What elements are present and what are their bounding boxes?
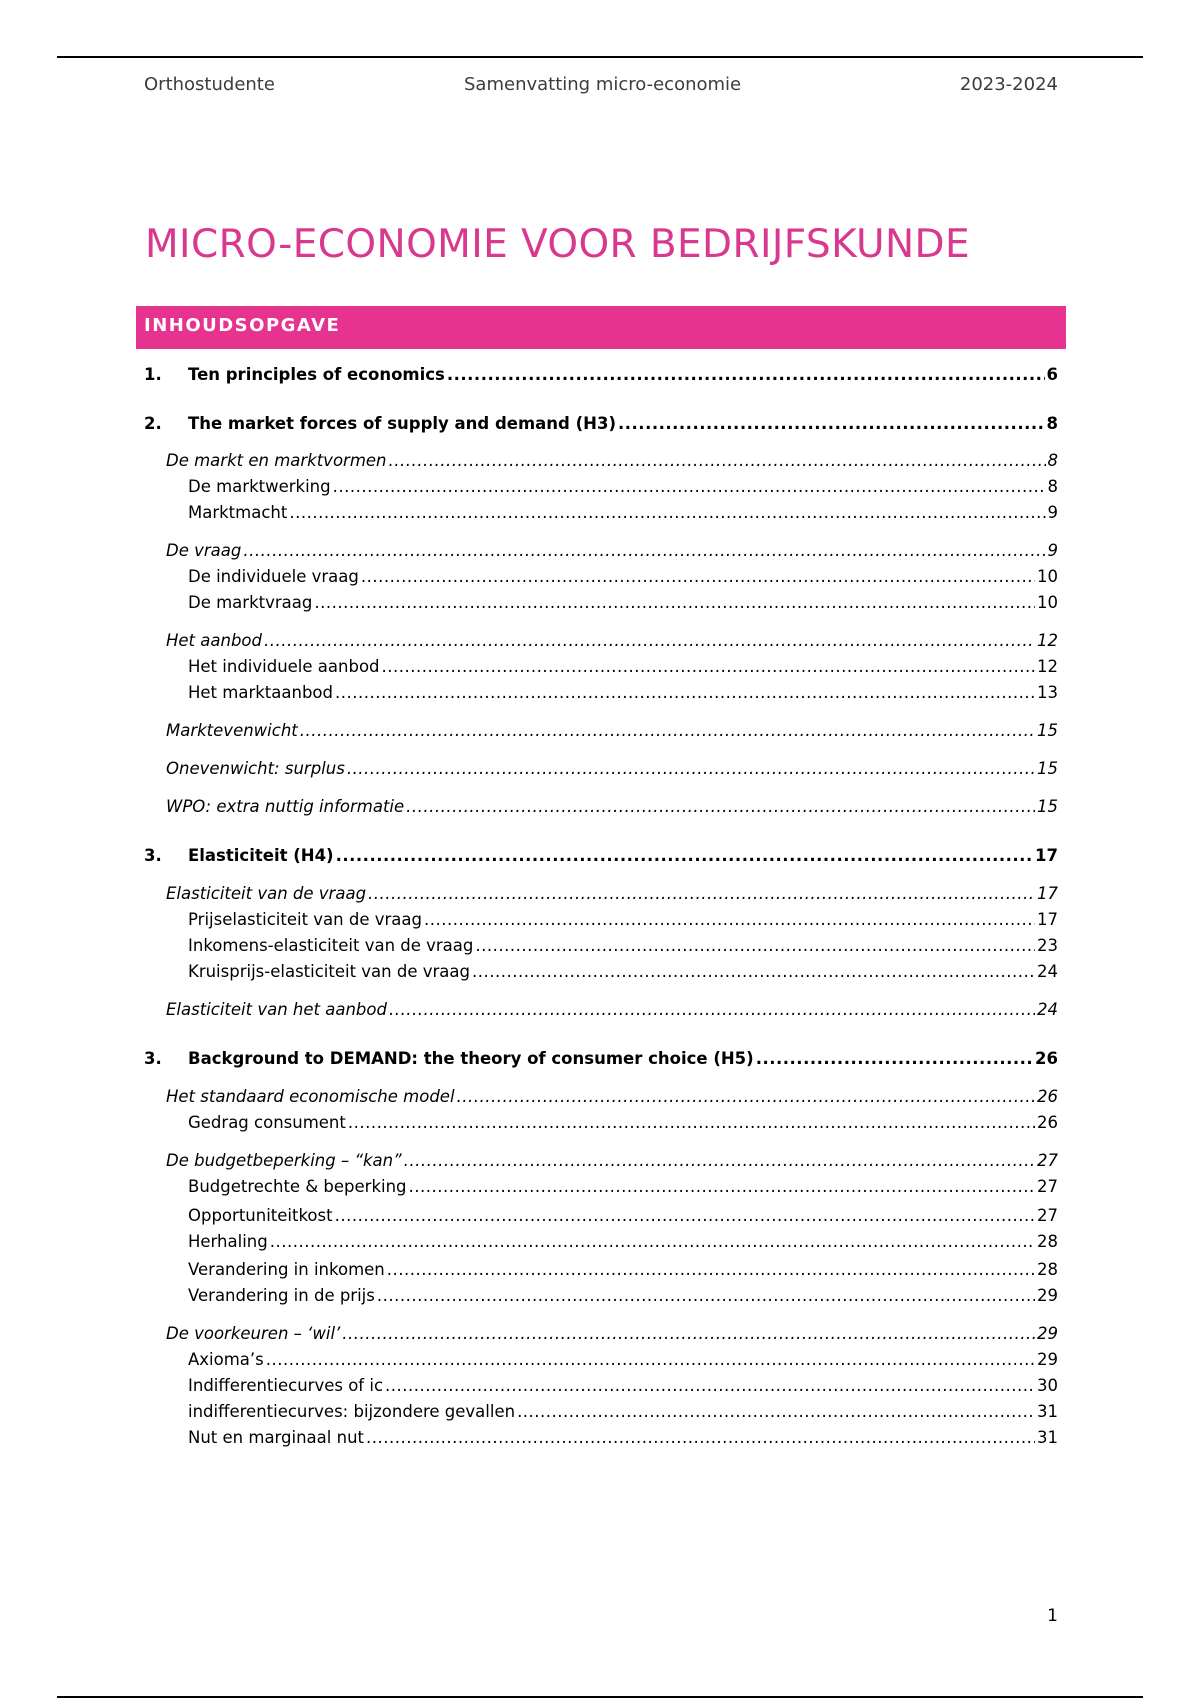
toc-entry[interactable]: [144, 846, 1058, 865]
toc-entry[interactable]: [166, 541, 1058, 560]
toc-entry[interactable]: [166, 1151, 1058, 1170]
toc-entry-label: Indifferentiecurves of ic: [188, 1376, 384, 1395]
toc-entry-page: 27: [1037, 1151, 1058, 1170]
document-title: MICRO-ECONOMIE VOOR BEDRIJFSKUNDE: [145, 222, 971, 267]
toc-entry-label: The market forces of supply and demand (H3): [188, 414, 616, 433]
header-academic-year: 2023-2024: [959, 74, 1058, 95]
toc-entry[interactable]: [166, 1324, 1058, 1343]
toc-dot-leader: [335, 1206, 1035, 1225]
toc-entry-label: indifferentiecurves: bijzondere gevallen: [188, 1402, 516, 1421]
toc-entry-label: De individuele vraag: [188, 567, 359, 586]
toc-entry-label: Nut en marginaal nut: [188, 1428, 364, 1447]
toc-entry-number: 3.: [144, 1049, 162, 1068]
toc-entry[interactable]: [188, 1402, 1058, 1421]
toc-entry-page: 9: [1047, 503, 1058, 522]
toc-entry[interactable]: [188, 657, 1058, 676]
toc-entry-page: 12: [1037, 631, 1058, 650]
toc-entry-label: Verandering in inkomen: [188, 1260, 385, 1279]
toc-entry[interactable]: [188, 1232, 1058, 1251]
toc-entry[interactable]: [188, 1286, 1058, 1305]
header-document-title: Samenvatting micro-economie: [464, 74, 742, 95]
toc-entry-page: 31: [1037, 1428, 1058, 1447]
toc-dot-leader: [447, 365, 1045, 384]
toc-entry[interactable]: [188, 936, 1058, 955]
toc-dot-leader: [264, 631, 1035, 650]
toc-entry-label: De voorkeuren – ‘wil’: [166, 1324, 341, 1343]
toc-entry-page: 17: [1037, 884, 1058, 903]
toc-entry-label: Prijselasticiteit van de vraag: [188, 910, 422, 929]
toc-entry[interactable]: [144, 414, 1058, 433]
toc-dot-leader: [270, 1232, 1035, 1251]
toc-dot-leader: [457, 1087, 1035, 1106]
toc-entry-label: Ten principles of economics: [188, 365, 445, 384]
toc-entry-label: Inkomens-elasticiteit van de vraag: [188, 936, 474, 955]
toc-entry-label: De vraag: [166, 541, 242, 560]
toc-entry-label: De marktwerking: [188, 477, 331, 496]
toc-entry-page: 10: [1037, 567, 1058, 586]
toc-entry-label: WPO: extra nuttig informatie: [166, 797, 405, 816]
toc-entry[interactable]: [188, 503, 1058, 522]
toc-dot-leader: [517, 1402, 1035, 1421]
toc-dot-leader: [347, 759, 1035, 778]
toc-entry-page: 24: [1037, 962, 1058, 981]
toc-entry-label: Het aanbod: [166, 631, 262, 650]
toc-dot-leader: [475, 936, 1035, 955]
toc-entry-page: 27: [1037, 1177, 1058, 1196]
toc-entry-page: 8: [1047, 477, 1058, 496]
header-author: Orthostudente: [144, 74, 275, 95]
toc-dot-leader: [387, 1260, 1035, 1279]
toc-dot-leader: [385, 1376, 1035, 1395]
toc-entry-page: 26: [1037, 1113, 1058, 1132]
toc-entry[interactable]: [188, 1350, 1058, 1369]
toc-entry-label: Het marktaanbod: [188, 683, 333, 702]
toc-entry-page: 12: [1037, 657, 1058, 676]
toc-entry[interactable]: [188, 1376, 1058, 1395]
toc-entry[interactable]: [166, 1087, 1058, 1106]
toc-entry-page: 8: [1046, 414, 1058, 433]
toc-entry-page: 17: [1037, 910, 1058, 929]
toc-entry-page: 9: [1047, 541, 1058, 560]
toc-entry[interactable]: [188, 1428, 1058, 1447]
toc-dot-leader: [266, 1350, 1035, 1369]
toc-entry[interactable]: [188, 683, 1058, 702]
toc-entry-label: Opportuniteitkost: [188, 1206, 333, 1225]
toc-entry-page: 31: [1037, 1402, 1058, 1421]
toc-entry[interactable]: [188, 567, 1058, 586]
toc-entry-page: 28: [1037, 1232, 1058, 1251]
toc-dot-leader: [243, 541, 1045, 560]
toc-entry-page: 30: [1037, 1376, 1058, 1395]
toc-entry[interactable]: [188, 593, 1058, 612]
toc-dot-leader: [618, 414, 1045, 433]
toc-dot-leader: [389, 1000, 1035, 1019]
toc-entry-label: De budgetbeperking – “kan”: [166, 1151, 402, 1170]
toc-dot-leader: [368, 884, 1035, 903]
toc-entry-label: Het individuele aanbod: [188, 657, 380, 676]
footer-rule: [57, 1696, 1143, 1698]
toc-entry-label: Marktevenwicht: [166, 721, 298, 740]
toc-entry-label: Elasticiteit (H4): [188, 846, 334, 865]
toc-entry[interactable]: [188, 1177, 1058, 1196]
toc-entry[interactable]: [188, 962, 1058, 981]
toc-entry-page: 15: [1037, 721, 1058, 740]
toc-entry[interactable]: [166, 797, 1058, 816]
toc-entry-label: Background to DEMAND: the theory of consumer choice (H5): [188, 1049, 754, 1068]
toc-entry[interactable]: [188, 1260, 1058, 1279]
toc-dot-leader: [366, 1428, 1035, 1447]
toc-dot-leader: [424, 910, 1035, 929]
toc-entry-page: 29: [1037, 1324, 1058, 1343]
toc-entry[interactable]: [166, 884, 1058, 903]
toc-dot-leader: [361, 567, 1035, 586]
toc-dot-leader: [382, 657, 1035, 676]
toc-entry-label: Marktmacht: [188, 503, 288, 522]
toc-entry-label: De marktvraag: [188, 593, 313, 612]
toc-entry[interactable]: [188, 477, 1058, 496]
toc-entry-page: 29: [1037, 1286, 1058, 1305]
toc-heading: INHOUDSOPGAVE: [144, 315, 341, 336]
toc-entry-page: 15: [1037, 797, 1058, 816]
toc-entry-label: Verandering in de prijs: [188, 1286, 375, 1305]
toc-entry[interactable]: [166, 721, 1058, 740]
header-rule: [57, 56, 1143, 58]
toc-entry-label: Budgetrechte & beperking: [188, 1177, 407, 1196]
toc-entry-page: 29: [1037, 1350, 1058, 1369]
toc-dot-leader: [472, 962, 1035, 981]
page-header: [144, 74, 1058, 100]
toc-entry-label: Gedrag consument: [188, 1113, 346, 1132]
toc-dot-leader: [348, 1113, 1035, 1132]
toc-entry-label: Herhaling: [188, 1232, 268, 1251]
toc-entry[interactable]: [188, 1206, 1058, 1225]
toc-dot-leader: [314, 593, 1035, 612]
toc-dot-leader: [336, 846, 1033, 865]
toc-entry-page: 13: [1037, 683, 1058, 702]
toc-dot-leader: [404, 1151, 1035, 1170]
toc-entry-label: Axioma’s: [188, 1350, 264, 1369]
toc-entry-page: 27: [1037, 1206, 1058, 1225]
toc-dot-leader: [756, 1049, 1033, 1068]
toc-dot-leader: [409, 1177, 1035, 1196]
toc-entry[interactable]: [144, 365, 1058, 384]
toc-entry-page: 24: [1037, 1000, 1058, 1019]
toc-entry[interactable]: [166, 759, 1058, 778]
toc-entry[interactable]: [166, 631, 1058, 650]
toc-dot-leader: [406, 797, 1035, 816]
toc-entry-label: Onevenwicht: surplus: [166, 759, 345, 778]
toc-entry-number: 2.: [144, 414, 162, 433]
toc-entry[interactable]: [144, 1049, 1058, 1068]
toc-dot-leader: [377, 1286, 1035, 1305]
toc-entry-label: De markt en marktvormen: [166, 451, 387, 470]
toc-entry-page: 10: [1037, 593, 1058, 612]
toc-entry-page: 8: [1047, 451, 1058, 470]
toc-entry-page: 28: [1037, 1260, 1058, 1279]
toc-entry-page: 26: [1035, 1049, 1058, 1068]
toc-dot-leader: [342, 1324, 1035, 1343]
toc-entry-page: 6: [1046, 365, 1058, 384]
toc-entry[interactable]: [166, 451, 1058, 470]
toc-entry[interactable]: [188, 1113, 1058, 1132]
toc-dot-leader: [389, 451, 1046, 470]
toc-entry-label: Het standaard economische model: [166, 1087, 455, 1106]
toc-entry-number: 1.: [144, 365, 162, 384]
toc-entry[interactable]: [188, 910, 1058, 929]
toc-entry-label: Elasticiteit van de vraag: [166, 884, 367, 903]
toc-heading-banner: [136, 306, 1066, 349]
toc-entry-label: Kruisprijs-elasticiteit van de vraag: [188, 962, 470, 981]
toc-dot-leader: [333, 477, 1046, 496]
toc-dot-leader: [300, 721, 1035, 740]
toc-entry-page: 17: [1035, 846, 1058, 865]
toc-entry-page: 23: [1037, 936, 1058, 955]
toc-dot-leader: [335, 683, 1035, 702]
toc-entry-number: 3.: [144, 846, 162, 865]
toc-dot-leader: [289, 503, 1045, 522]
toc-entry-label: Elasticiteit van het aanbod: [166, 1000, 387, 1019]
toc-entry-page: 26: [1037, 1087, 1058, 1106]
toc-entry-page: 15: [1037, 759, 1058, 778]
toc-entry[interactable]: [166, 1000, 1058, 1019]
page-number: 1: [1047, 1606, 1058, 1626]
